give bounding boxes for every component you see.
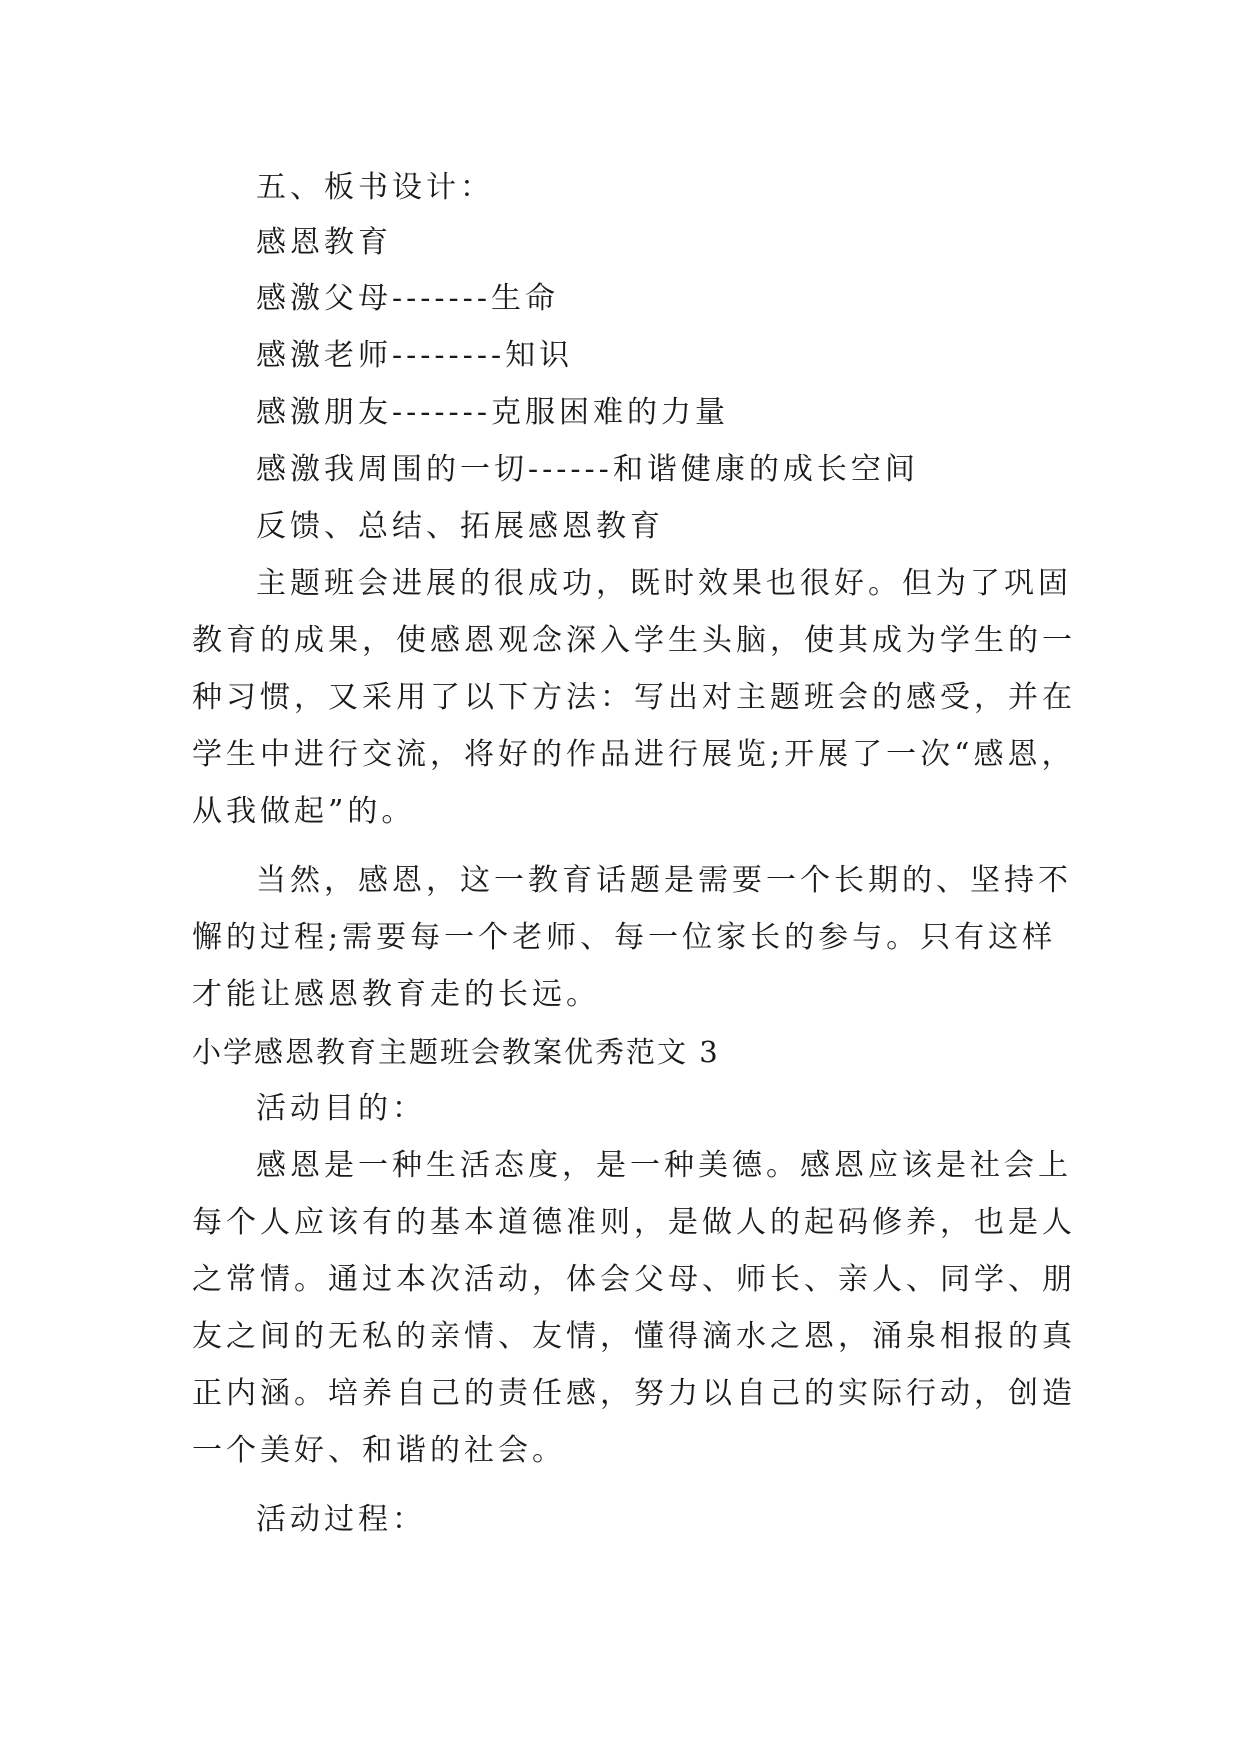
paragraph-line: 才能让感恩教育走的长远。 [192,977,600,1012]
paragraph-line: 种习惯，又采用了以下方法：写出对主题班会的感受，并在 [192,680,1076,715]
paragraph-line: 之常情。通过本次活动，体会父母、师长、亲人、同学、朋 [192,1262,1076,1297]
board-item: 感激朋友-------克服困难的力量 [256,395,729,430]
paragraph-line: 学生中进行交流，将好的作品进行展览;开展了一次“感恩， [192,737,1076,772]
board-item: 感激父母-------生命 [256,281,559,316]
paragraph-line: 主题班会进展的很成功，既时效果也很好。但为了巩固 [256,566,1072,601]
paragraph-line: 感恩是一种生活态度，是一种美德。感恩应该是社会上 [256,1148,1072,1183]
paragraph-line: 懈的过程;需要每一个老师、每一位家长的参与。只有这样 [192,920,1057,955]
paragraph-line: 每个人应该有的基本道德准则，是做人的起码修养，也是人 [192,1205,1076,1240]
paragraph-line: 从我做起”的。 [192,794,416,829]
board-item: 感激老师--------知识 [256,338,574,373]
process-heading: 活动过程： [256,1502,426,1537]
board-item: 感激我周围的一切------和谐健康的成长空间 [256,452,919,487]
paragraph-line: 一个美好、和谐的社会。 [192,1433,566,1468]
board-heading: 五、板书设计： [256,170,494,205]
board-item: 反馈、总结、拓展感恩教育 [256,509,664,544]
paragraph-line: 友之间的无私的亲情、友情，懂得滴水之恩，涌泉相报的真 [192,1319,1076,1354]
paragraph-line: 当然，感恩，这一教育话题是需要一个长期的、坚持不 [256,863,1072,898]
goal-heading: 活动目的： [256,1091,426,1126]
paragraph-line: 正内涵。培养自己的责任感，努力以自己的实际行动，创造 [192,1376,1076,1411]
paragraph-line: 教育的成果，使感恩观念深入学生头脑，使其成为学生的一 [192,623,1076,658]
section-title: 小学感恩教育主题班会教案优秀范文 3 [192,1035,720,1069]
board-item: 感恩教育 [256,225,392,260]
